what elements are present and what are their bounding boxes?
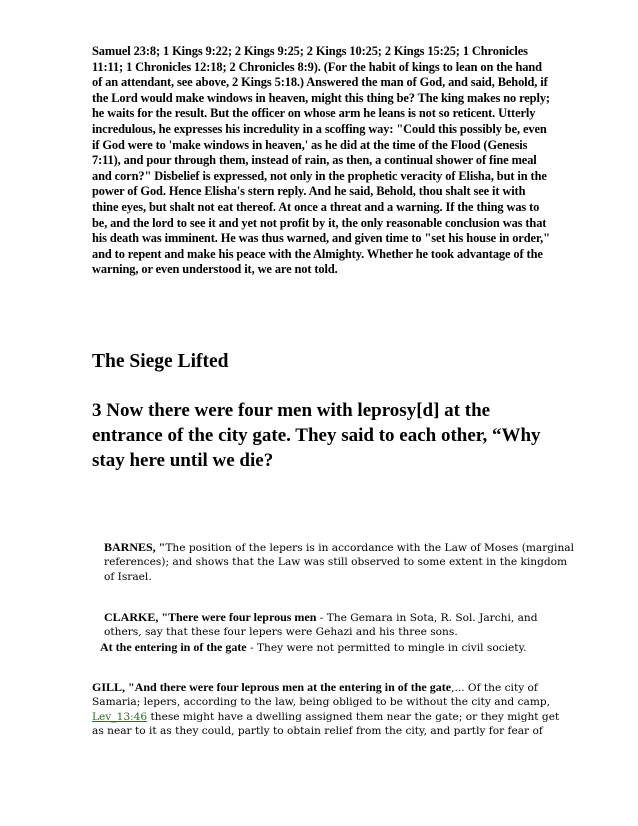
gill-comment [92, 680, 562, 739]
clarke-text: - The Gemara in Sota, R. Sol. Jarchi, and others, say that these four lepers were Gehazi and his three sons. [104, 612, 538, 639]
gill-label: GILL, "And there were four leprous men at the entering in of the gate [92, 680, 452, 694]
gill-text-a: ,... Of the city of Samaria; lepers, according to the law, being obliged to be without the city and camp, [92, 682, 551, 709]
clarke-line-2 [92, 640, 562, 655]
gill-text-b: these might have a dwelling assigned them near the gate; or they might get as near to it as they could, partly to obtain relief from the city, and partly for fear of [92, 710, 560, 738]
commentary-paragraph: Samuel 23:8; 1 Kings 9:22; 2 Kings 9:25; 2 Kings 10:25; 2 Kings 15:25; 1 Chronicles 11:11; 1 Chronicles 12:18; 2 Chronicles 8:9). (For the habit of kings to lean on the hand of an attendant, see above, 2 Kings 5:18.) Answered the man of God, and said, Behold, if the Lord would make windows in heaven, might this thing be? The king makes no reply; he waits for the result. But the officer on whose arm he leans is not so reticent. Utterly incredulous, he expresses his incredulity in a scoffing way: "Could this possibly be, even if God were to 'make windows in heaven,' as he did at the time of the Flood (Genesis 7:11), and pour through them, instead of rain, as then, a continual shower of fine meal and corn?" Disbelief is expressed, not only in the prophetic veracity of Elisha, but in the power of God. Hence Elisha's stern reply. And he said, Behold, thou shalt see it with thine eyes, but shalt not eat thereof. At once a threat and a warning. If the thing was to be, and the lord to see it and yet not profit by it, the only reasonable conclusion was that his death was imminent. He was thus warned, and given time to "set his house in order," and to repent and make his peace with the Almighty. Whether he took advantage of the warning, or even understood it, we are not told. [92, 44, 550, 277]
scripture-reference-link[interactable]: Lev_13:46 [92, 710, 148, 723]
clarke-line-1 [92, 610, 562, 640]
verse-text: 3 Now there were four men with leprosy[d] at the entrance of the city gate. They said to each other, “Why stay here until we die? [92, 400, 541, 471]
barnes-label: BARNES, " [104, 540, 166, 554]
clarke-label: CLARKE, "There were four leprous men [104, 610, 317, 624]
clarke-comment [92, 610, 562, 655]
document-page [92, 44, 574, 738]
section-heading: The Siege Lifted [92, 351, 229, 372]
clarke-text-2: - They were not permitted to mingle in civil society. [246, 641, 527, 654]
barnes-comment [92, 540, 574, 584]
clarke-label-2: At the entering in of the gate [100, 639, 247, 654]
barnes-text: The position of the lepers is in accordance with the Law of Moses (marginal references); and shows that the Law was still observed to some extent in the kingdom of Israel. [104, 542, 574, 583]
